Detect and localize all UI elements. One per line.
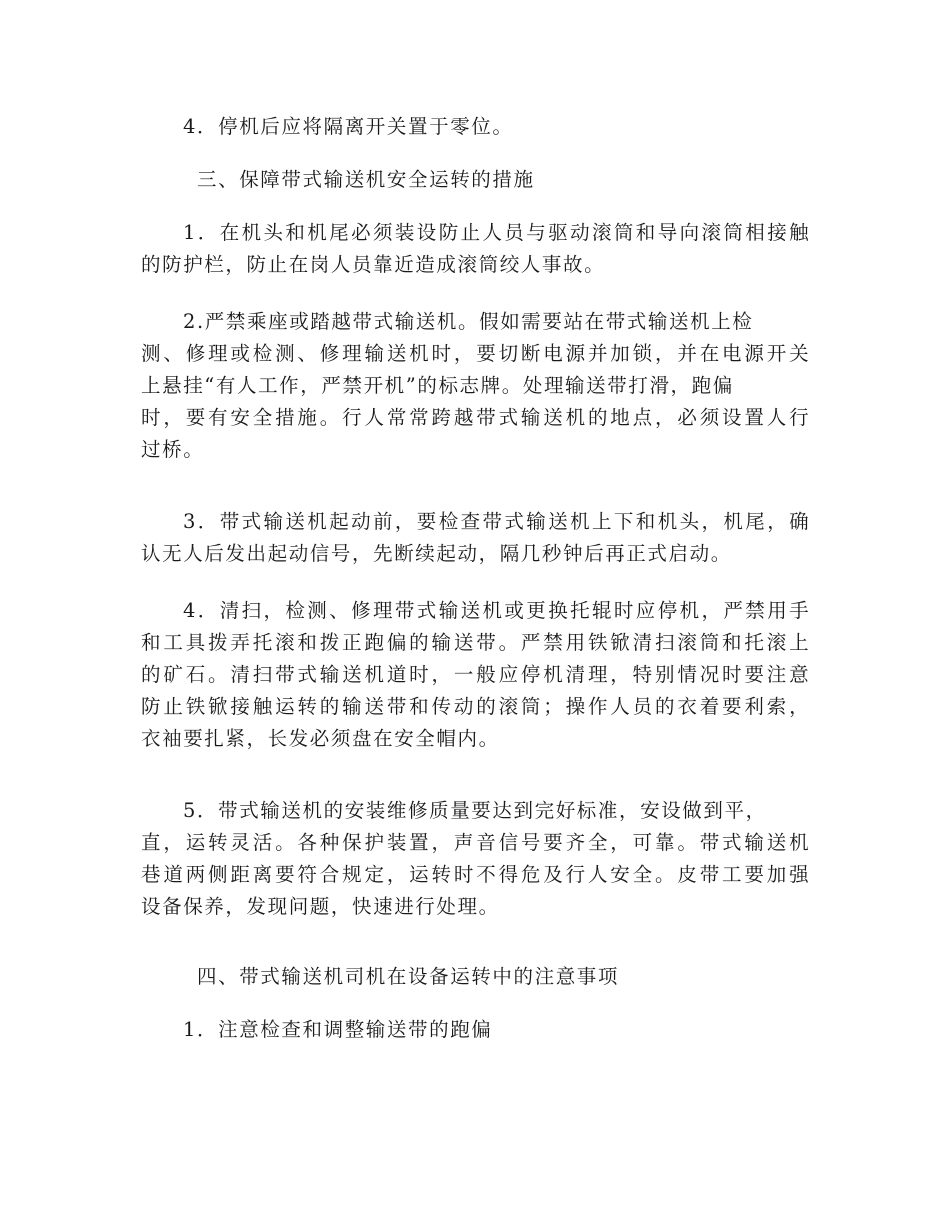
paragraph-measure-5: [141, 795, 809, 923]
text-line: 防止铁锨接触运转的输送带和传动的滚筒；操作人员的衣着要利索，: [141, 695, 809, 718]
section-heading-3: [141, 164, 809, 196]
paragraph-item-4-isolator: [141, 111, 809, 143]
text-line: 4．清扫，检测、修理带式输送机或更换托辊时应停机，严禁用手: [183, 599, 809, 622]
text-line: 上悬挂“有人工作，严禁开机”的标志牌。处理输送带打滑，跑偏: [141, 374, 734, 397]
text-line: 测、修理或检测、修理输送机时，要切断电源并加锁，并在电源开关: [141, 342, 809, 365]
text-line: 过桥。: [141, 438, 205, 461]
text-line: 2.严禁乘座或踏越带式输送机。假如需要站在带式输送机上检: [183, 310, 754, 333]
paragraph-note-1: [141, 1014, 809, 1046]
paragraph-measure-1: [141, 217, 809, 281]
text-line: 直，运转灵活。各种保护装置，声音信号要齐全，可靠。带式输送机: [141, 831, 809, 854]
text-line: 巷道两侧距离要符合规定，运转时不得危及行人安全。皮带工要加强: [141, 863, 809, 886]
section-title: 三、保障带式输送机安全运转的措施: [197, 168, 535, 191]
paragraph-measure-4: [141, 595, 809, 755]
text-line: 4．停机后应将隔离开关置于零位。: [183, 115, 514, 138]
text-line: 和工具拨弄托滚和拨正跑偏的输送带。严禁用铁锨清扫滚筒和托滚上: [141, 631, 809, 654]
text-line: 的矿石。清扫带式输送机道时，一般应停机清理，特别情况时要注意: [141, 663, 809, 686]
text-line: 衣袖要扎紧，长发必须盘在安全帽内。: [141, 727, 500, 750]
section-title: 四、带式输送机司机在设备运转中的注意事项: [197, 965, 620, 988]
text-line: 1．注意检查和调整输送带的跑偏: [183, 1018, 493, 1041]
text-line: 5．带式输送机的安装维修质量要达到完好标准，安设做到平，: [183, 799, 767, 822]
text-line: 1．在机头和机尾必须装设防止人员与驱动滚筒和导向滚筒相接触: [183, 221, 809, 244]
text-line: 的防护栏，防止在岗人员靠近造成滚筒绞人事故。: [141, 253, 606, 276]
text-line: 时，要有安全措施。行人常常跨越带式输送机的地点，必须设置人行: [141, 406, 809, 429]
text-line: 3．带式输送机起动前，要检查带式输送机上下和机头，机尾，确: [183, 510, 809, 533]
section-heading-4: [141, 961, 809, 993]
text-line: 设备保养，发现问题，快速进行处理。: [141, 895, 500, 918]
text-line: 认无人后发出起动信号，先断续起动，隔几秒钟后再正式启动。: [141, 542, 732, 565]
paragraph-measure-2: [141, 306, 809, 466]
paragraph-measure-3: [141, 506, 809, 570]
